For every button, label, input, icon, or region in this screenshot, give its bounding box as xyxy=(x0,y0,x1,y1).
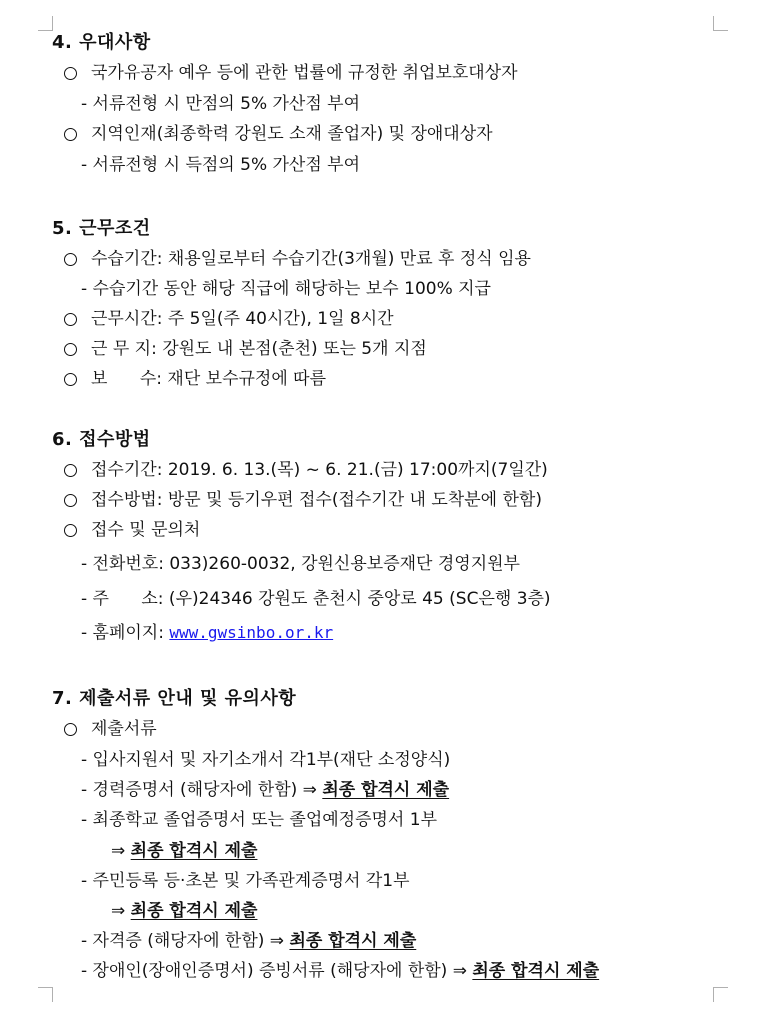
doc-license-text: - 자격증 (해당자에 한함) ⇒ xyxy=(81,931,290,951)
contact-phone: - 전화번호: 033)260-0032, 강원신용보증재단 경영지원부 xyxy=(81,554,520,574)
documents-heading: 제출서류 xyxy=(91,719,157,739)
doc-career-text: - 경력증명서 (해당자에 한함) ⇒ xyxy=(81,780,323,800)
preference-detail-veterans: - 서류전형 시 만점의 5% 가산점 부여 xyxy=(81,94,361,114)
crop-mark-bottom-left xyxy=(38,987,53,1002)
application-method: 접수방법: 방문 및 등기우편 접수(접수기간 내 도착분에 한함) xyxy=(91,490,542,510)
crop-mark-top-left xyxy=(38,16,53,31)
condition-hours: 근무시간: 주 5일(주 40시간), 1일 8시간 xyxy=(91,309,394,329)
contact-homepage xyxy=(81,622,333,644)
circle-bullet-icon xyxy=(64,373,77,386)
circle-bullet-icon xyxy=(64,253,77,266)
application-period: 접수기간: 2019. 6. 13.(목) ~ 6. 21.(금) 17:00까지(7일간) xyxy=(91,460,548,480)
homepage-label: - 홈페이지: xyxy=(81,623,170,643)
circle-bullet-icon xyxy=(64,494,77,507)
crop-mark-top-right xyxy=(713,16,728,31)
homepage-link[interactable]: www.gwsinbo.or.kr xyxy=(169,623,334,642)
contact-heading: 접수 및 문의처 xyxy=(91,520,201,540)
doc-license xyxy=(81,930,416,952)
circle-bullet-icon xyxy=(64,343,77,356)
doc-graduation-certificate: - 최종학교 졸업증명서 또는 졸업예정증명서 1부 xyxy=(81,810,437,830)
section-6-heading: 6. 접수방법 xyxy=(52,429,151,450)
doc-resident-registration: - 주민등록 등·초본 및 가족관계증명서 각1부 xyxy=(81,871,410,891)
circle-bullet-icon xyxy=(64,723,77,736)
doc-disability-text: - 장애인(장애인증명서) 증빙서류 (해당자에 한함) ⇒ xyxy=(81,961,473,981)
arrow-icon: ⇒ xyxy=(111,841,131,861)
section-5-heading: 5. 근무조건 xyxy=(52,218,151,239)
final-submission-note: 최종 합격시 제출 xyxy=(289,931,417,951)
doc-resident-note xyxy=(111,900,257,922)
final-submission-note: 최종 합격시 제출 xyxy=(130,901,258,921)
condition-salary: 보 수: 재단 보수규정에 따름 xyxy=(91,369,327,389)
section-7-heading: 7. 제출서류 안내 및 유의사항 xyxy=(52,688,297,709)
preference-item-local-talent: 지역인재(최종학력 강원도 소재 졸업자) 및 장애대상자 xyxy=(91,124,493,144)
arrow-icon: ⇒ xyxy=(111,901,131,921)
circle-bullet-icon xyxy=(64,464,77,477)
condition-probation: 수습기간: 채용일로부터 수습기간(3개월) 만료 후 정식 임용 xyxy=(91,249,531,269)
condition-location: 근 무 지: 강원도 내 본점(춘천) 또는 5개 지점 xyxy=(91,339,427,359)
final-submission-note: 최종 합격시 제출 xyxy=(472,961,600,981)
contact-address: - 주 소: (우)24346 강원도 춘천시 중앙로 45 (SC은행 3층) xyxy=(81,589,551,609)
circle-bullet-icon xyxy=(64,128,77,141)
doc-application-form: - 입사지원서 및 자기소개서 각1부(재단 소정양식) xyxy=(81,750,451,770)
doc-graduation-note xyxy=(111,840,257,862)
circle-bullet-icon xyxy=(64,524,77,537)
doc-career-certificate xyxy=(81,779,449,801)
section-4-heading: 4. 우대사항 xyxy=(52,32,151,53)
circle-bullet-icon xyxy=(64,67,77,80)
doc-disability-proof xyxy=(81,960,599,982)
final-submission-note: 최종 합격시 제출 xyxy=(130,841,258,861)
preference-detail-local-talent: - 서류전형 시 득점의 5% 가산점 부여 xyxy=(81,155,361,175)
condition-probation-detail: - 수습기간 동안 해당 직급에 해당하는 보수 100% 지급 xyxy=(81,279,491,299)
preference-item-veterans: 국가유공자 예우 등에 관한 법률에 규정한 취업보호대상자 xyxy=(91,63,518,83)
circle-bullet-icon xyxy=(64,313,77,326)
final-submission-note: 최종 합격시 제출 xyxy=(322,780,450,800)
crop-mark-bottom-right xyxy=(713,987,728,1002)
